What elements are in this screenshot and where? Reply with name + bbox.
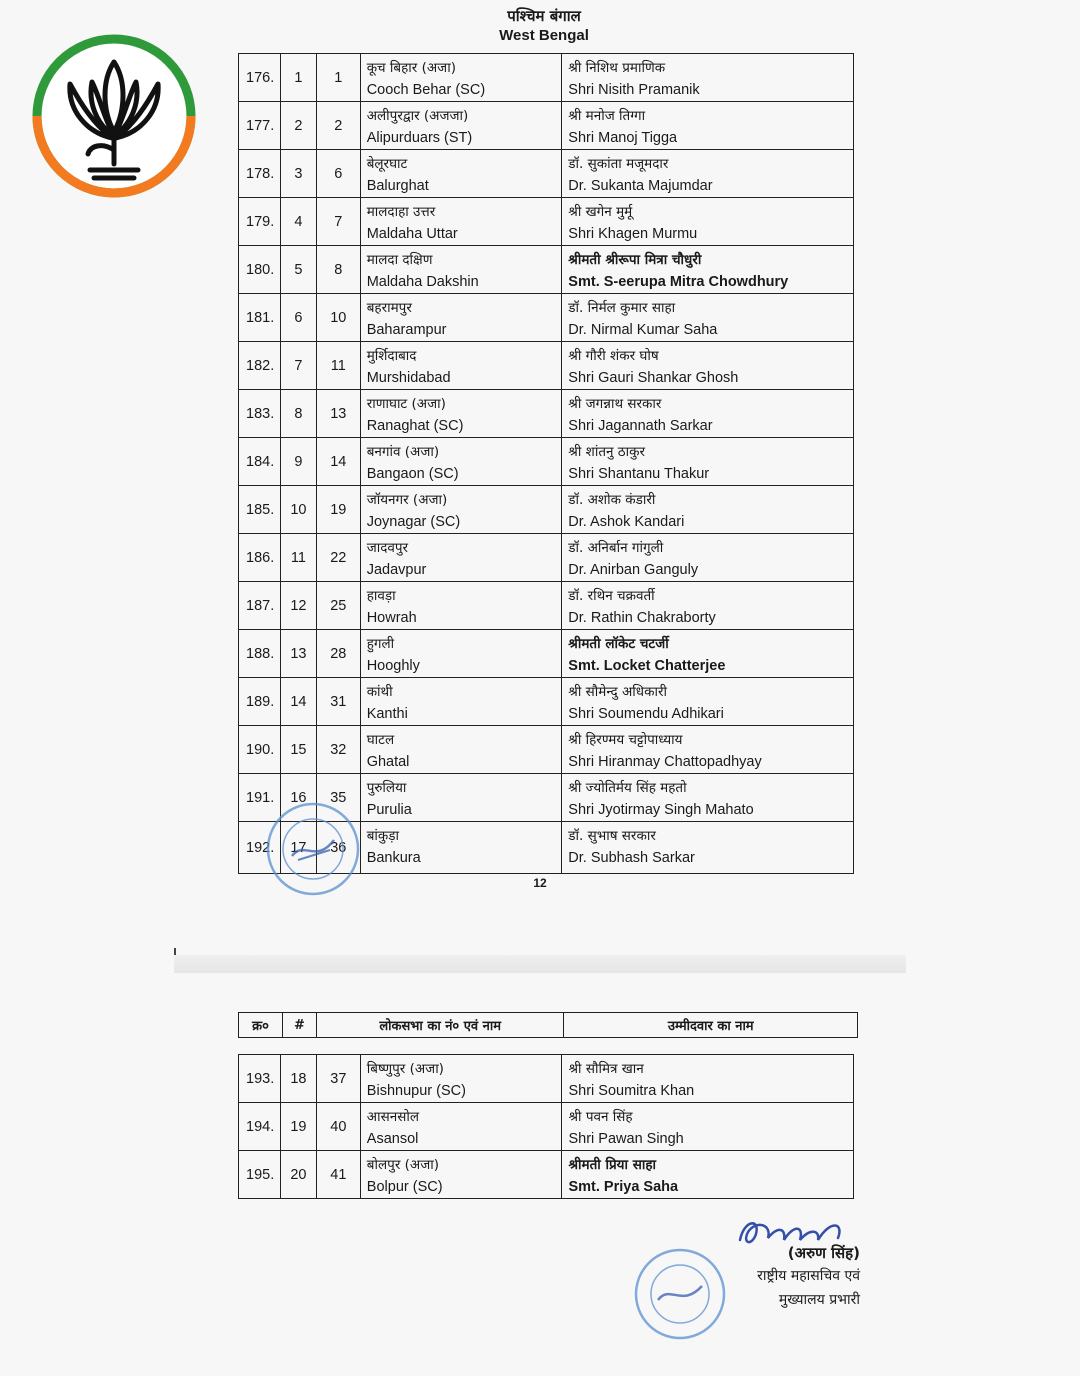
constituency-number: 32 (316, 726, 360, 774)
candidate-name-english: Dr. Nirmal Kumar Saha (568, 322, 718, 338)
candidate-name-english: Shri Soumitra Khan (568, 1083, 695, 1099)
candidate-name-english: Smt. Locket Chatterjee (568, 658, 726, 674)
serial-number: 191. (239, 774, 281, 822)
candidate-name-hindi: डॉ. रथिन चक्रवर्ती (568, 588, 655, 604)
constituency-number: 41 (316, 1151, 360, 1199)
constituency-name-cell (360, 630, 562, 678)
serial-number: 182. (239, 342, 281, 390)
constituency-number: 13 (316, 390, 360, 438)
constituency-name-english: Bishnupur (SC) (366, 1083, 466, 1099)
constituency-name-english: Howrah (366, 610, 417, 626)
page-number: 12 (533, 876, 547, 890)
list-index: 9 (280, 438, 316, 486)
constituency-name-english: Bolpur (SC) (366, 1179, 443, 1195)
constituency-name-hindi: राणाघाट (अजा) (366, 396, 446, 412)
constituency-name-hindi: पुरुलिया (366, 780, 407, 796)
candidate-name-english: Dr. Sukanta Majumdar (568, 178, 713, 194)
candidate-name-english: Shri Nisith Pramanik (568, 82, 700, 98)
constituency-name-cell (360, 678, 562, 726)
serial-number: 179. (239, 198, 281, 246)
list-index: 1 (280, 54, 316, 102)
candidate-name-cell (562, 726, 854, 774)
constituency-number: 25 (316, 582, 360, 630)
constituency-name-cell (360, 1103, 562, 1151)
constituency-name-cell (360, 822, 562, 874)
serial-number: 192. (239, 822, 281, 874)
list-index: 20 (280, 1151, 316, 1199)
table-row (239, 54, 854, 102)
constituency-name-cell (360, 198, 562, 246)
constituency-name-cell (360, 54, 562, 102)
constituency-name-english: Asansol (366, 1131, 419, 1147)
constituency-name-english: Joynagar (SC) (366, 514, 461, 530)
table-row (239, 390, 854, 438)
candidate-name-cell (562, 486, 854, 534)
candidate-name-cell (562, 630, 854, 678)
constituency-name-cell (360, 774, 562, 822)
constituency-name-hindi: कूच बिहार (अजा) (366, 60, 456, 76)
candidate-name-english: Dr. Rathin Chakraborty (568, 610, 716, 626)
header-index: # (282, 1013, 316, 1038)
constituency-name-english: Maldaha Uttar (366, 226, 458, 242)
constituency-name-cell (360, 342, 562, 390)
constituency-name-english: Purulia (366, 802, 412, 818)
constituency-name-cell (360, 726, 562, 774)
constituency-name-english: Alipurduars (ST) (366, 130, 473, 146)
serial-number: 188. (239, 630, 281, 678)
list-index: 10 (280, 486, 316, 534)
candidate-name-cell (562, 534, 854, 582)
table-row (239, 486, 854, 534)
serial-number: 186. (239, 534, 281, 582)
constituency-name-english: Hooghly (366, 658, 420, 674)
candidate-name-cell (562, 102, 854, 150)
candidate-name-english: Smt. Priya Saha (568, 1179, 679, 1195)
candidate-name-hindi: डॉ. सुभाष सरकार (568, 828, 656, 844)
candidate-name-cell (562, 822, 854, 874)
header-candidate: उम्मीदवार का नाम (564, 1013, 858, 1038)
constituency-name-cell (360, 582, 562, 630)
list-index: 13 (280, 630, 316, 678)
candidate-name-hindi: श्री ज्योतिर्मय सिंह महतो (568, 780, 687, 796)
candidate-name-cell (562, 582, 854, 630)
candidate-name-english: Shri Soumendu Adhikari (568, 706, 724, 722)
candidate-name-cell (562, 1055, 854, 1103)
list-index: 17 (280, 822, 316, 874)
constituency-name-hindi: हावड़ा (366, 588, 396, 604)
constituency-number: 8 (316, 246, 360, 294)
list-index: 19 (280, 1103, 316, 1151)
candidate-name-cell (562, 54, 854, 102)
serial-number: 193. (239, 1055, 281, 1103)
candidate-name-cell (562, 246, 854, 294)
candidate-name-cell (562, 774, 854, 822)
lotus-logo-icon (30, 32, 198, 200)
constituency-name-english: Kanthi (366, 706, 408, 722)
candidate-name-hindi: श्री गौरी शंकर घोष (568, 348, 659, 364)
constituency-name-cell (360, 534, 562, 582)
constituency-name-english: Bangaon (SC) (366, 466, 459, 482)
table-row (239, 246, 854, 294)
candidate-name-hindi: श्री निशिथ प्रमाणिक (568, 60, 666, 76)
candidate-name-cell (562, 342, 854, 390)
table-row (239, 1055, 854, 1103)
list-index: 11 (280, 534, 316, 582)
serial-number: 185. (239, 486, 281, 534)
constituency-name-cell (360, 390, 562, 438)
table-row (239, 630, 854, 678)
candidate-name-english: Shri Gauri Shankar Ghosh (568, 370, 739, 386)
serial-number: 177. (239, 102, 281, 150)
constituency-name-cell (360, 150, 562, 198)
candidate-name-cell (562, 438, 854, 486)
constituency-name-cell (360, 294, 562, 342)
list-index: 12 (280, 582, 316, 630)
constituency-name-hindi: मालदा दक्षिण (366, 252, 433, 268)
constituency-name-hindi: मालदाहा उत्तर (366, 204, 436, 220)
signatory-title-line1: राष्ट्रीय महासचिव एवं (757, 1268, 860, 1284)
constituency-name-hindi: बेलूरघाट (366, 156, 408, 172)
candidate-name-hindi: श्रीमती लॉकेट चटर्जी (568, 636, 669, 652)
serial-number: 178. (239, 150, 281, 198)
list-index: 14 (280, 678, 316, 726)
constituency-name-hindi: बनगांव (अजा) (366, 444, 440, 460)
serial-number: 187. (239, 582, 281, 630)
candidate-name-hindi: डॉ. अनिर्बान गांगुली (568, 540, 664, 556)
serial-number: 189. (239, 678, 281, 726)
candidate-name-cell (562, 390, 854, 438)
serial-number: 181. (239, 294, 281, 342)
constituency-number: 10 (316, 294, 360, 342)
constituency-number: 14 (316, 438, 360, 486)
constituency-name-hindi: बांकुड़ा (366, 828, 399, 844)
table-row (239, 342, 854, 390)
page-break-divider (174, 955, 906, 973)
list-index: 8 (280, 390, 316, 438)
serial-number: 176. (239, 54, 281, 102)
candidate-name-cell (562, 1151, 854, 1199)
constituency-number: 31 (316, 678, 360, 726)
constituency-name-cell (360, 1151, 562, 1199)
constituency-number: 37 (316, 1055, 360, 1103)
candidate-name-hindi: डॉ. सुकांता मजूमदार (568, 156, 669, 172)
table-row (239, 438, 854, 486)
constituency-number: 11 (316, 342, 360, 390)
candidate-name-hindi: श्री सौमेन्दु अधिकारी (568, 684, 667, 700)
state-title-hindi: पश्चिम बंगाल (507, 7, 581, 25)
constituency-number: 40 (316, 1103, 360, 1151)
list-index: 4 (280, 198, 316, 246)
list-index: 3 (280, 150, 316, 198)
constituency-name-english: Maldaha Dakshin (366, 274, 479, 290)
table-row (239, 198, 854, 246)
table-row (239, 1151, 854, 1199)
constituency-name-english: Ranaghat (SC) (366, 418, 464, 434)
constituency-name-cell (360, 246, 562, 294)
candidate-name-hindi: श्री शांतनु ठाकुर (568, 444, 646, 460)
list-index: 2 (280, 102, 316, 150)
constituency-name-english: Cooch Behar (SC) (366, 82, 486, 98)
constituency-number: 36 (316, 822, 360, 874)
constituency-number: 6 (316, 150, 360, 198)
candidate-name-english: Shri Hiranmay Chattopadhyay (568, 754, 762, 770)
constituency-number: 1 (316, 54, 360, 102)
constituency-name-hindi: जादवपुर (366, 540, 409, 556)
candidate-name-english: Shri Khagen Murmu (568, 226, 698, 242)
candidate-name-hindi: श्री खगेन मुर्मू (568, 204, 633, 220)
signature-block (720, 1208, 860, 1312)
column-header-row (238, 1012, 858, 1038)
constituency-number: 35 (316, 774, 360, 822)
constituency-name-hindi: बहरामपुर (366, 300, 412, 316)
candidate-name-hindi: श्रीमती प्रिया साहा (568, 1157, 656, 1173)
constituency-name-hindi: जॉयनगर (अजा) (366, 492, 448, 508)
constituency-name-hindi: बोलपुर (अजा) (366, 1157, 439, 1173)
candidate-name-cell (562, 678, 854, 726)
constituency-number: 2 (316, 102, 360, 150)
candidate-name-cell (562, 1103, 854, 1151)
candidate-name-hindi: श्री सौमित्र खान (568, 1061, 644, 1077)
table-row (239, 294, 854, 342)
constituency-number: 28 (316, 630, 360, 678)
office-seal-icon (264, 800, 362, 898)
candidate-table-continued (238, 1054, 854, 1199)
constituency-name-hindi: आसनसोल (366, 1109, 419, 1125)
candidate-name-hindi: श्री पवन सिंह (568, 1109, 633, 1125)
candidate-name-hindi: डॉ. अशोक कंडारी (568, 492, 656, 508)
candidate-name-hindi: श्रीमती श्रीरूपा मित्रा चौधुरी (568, 252, 702, 268)
table-row (239, 150, 854, 198)
constituency-name-english: Baharampur (366, 322, 447, 338)
candidate-name-english: Shri Pawan Singh (568, 1131, 684, 1147)
table-row (239, 582, 854, 630)
constituency-name-cell (360, 102, 562, 150)
table-row (239, 534, 854, 582)
candidate-name-english: Shri Jagannath Sarkar (568, 418, 713, 434)
signatory-name: (अरुण सिंह) (787, 1244, 860, 1262)
constituency-name-english: Ghatal (366, 754, 410, 770)
candidate-name-cell (562, 294, 854, 342)
candidate-name-english: Dr. Subhash Sarkar (568, 850, 695, 866)
candidate-name-english: Dr. Ashok Kandari (568, 514, 685, 530)
candidate-name-english: Smt. S-eerupa Mitra Chowdhury (568, 274, 789, 290)
constituency-number: 19 (316, 486, 360, 534)
candidate-name-cell (562, 150, 854, 198)
constituency-name-english: Bankura (366, 850, 421, 866)
candidate-name-hindi: श्री जगन्नाथ सरकार (568, 396, 662, 412)
constituency-name-cell (360, 438, 562, 486)
constituency-name-hindi: कांथी (366, 684, 393, 700)
candidate-table-west-bengal (238, 53, 854, 874)
list-index: 15 (280, 726, 316, 774)
serial-number: 194. (239, 1103, 281, 1151)
serial-number: 190. (239, 726, 281, 774)
list-index: 16 (280, 774, 316, 822)
constituency-name-english: Jadavpur (366, 562, 427, 578)
table-row (239, 1103, 854, 1151)
serial-number: 180. (239, 246, 281, 294)
serial-number: 195. (239, 1151, 281, 1199)
constituency-name-hindi: मुर्शिदाबाद (366, 348, 417, 364)
candidate-name-english: Shri Manoj Tigga (568, 130, 678, 146)
constituency-name-english: Balurghat (366, 178, 429, 194)
candidate-name-hindi: डॉ. निर्मल कुमार साहा (568, 300, 676, 316)
header-serial: क्र० (239, 1013, 283, 1038)
candidate-name-english: Dr. Anirban Ganguly (568, 562, 699, 578)
constituency-name-cell (360, 1055, 562, 1103)
signatory-title-line2: मुख्यालय प्रभारी (778, 1292, 860, 1308)
constituency-name-hindi: हुगली (366, 636, 395, 652)
constituency-number: 7 (316, 198, 360, 246)
list-index: 6 (280, 294, 316, 342)
serial-number: 183. (239, 390, 281, 438)
table-row (239, 726, 854, 774)
header-constituency: लोकसभा का नं० एवं नाम (316, 1013, 564, 1038)
state-header (444, 6, 644, 46)
candidate-name-cell (562, 198, 854, 246)
constituency-name-english: Murshidabad (366, 370, 451, 386)
constituency-number: 22 (316, 534, 360, 582)
list-index: 7 (280, 342, 316, 390)
serial-number: 184. (239, 438, 281, 486)
candidate-name-hindi: श्री मनोज तिग्गा (568, 108, 646, 124)
list-index: 18 (280, 1055, 316, 1103)
state-title-english: West Bengal (499, 27, 589, 44)
constituency-name-hindi: घाटल (366, 732, 395, 748)
candidate-name-english: Shri Shantanu Thakur (568, 466, 710, 482)
constituency-name-hindi: बिष्णुपुर (अजा) (366, 1061, 444, 1077)
constituency-name-cell (360, 486, 562, 534)
candidate-name-hindi: श्री हिरण्मय चट्टोपाध्याय (568, 732, 683, 748)
candidate-name-english: Shri Jyotirmay Singh Mahato (568, 802, 754, 818)
table-row (239, 678, 854, 726)
constituency-name-hindi: अलीपुरद्वार (अजजा) (366, 108, 469, 124)
table-row (239, 102, 854, 150)
list-index: 5 (280, 246, 316, 294)
office-seal-icon (632, 1246, 728, 1342)
